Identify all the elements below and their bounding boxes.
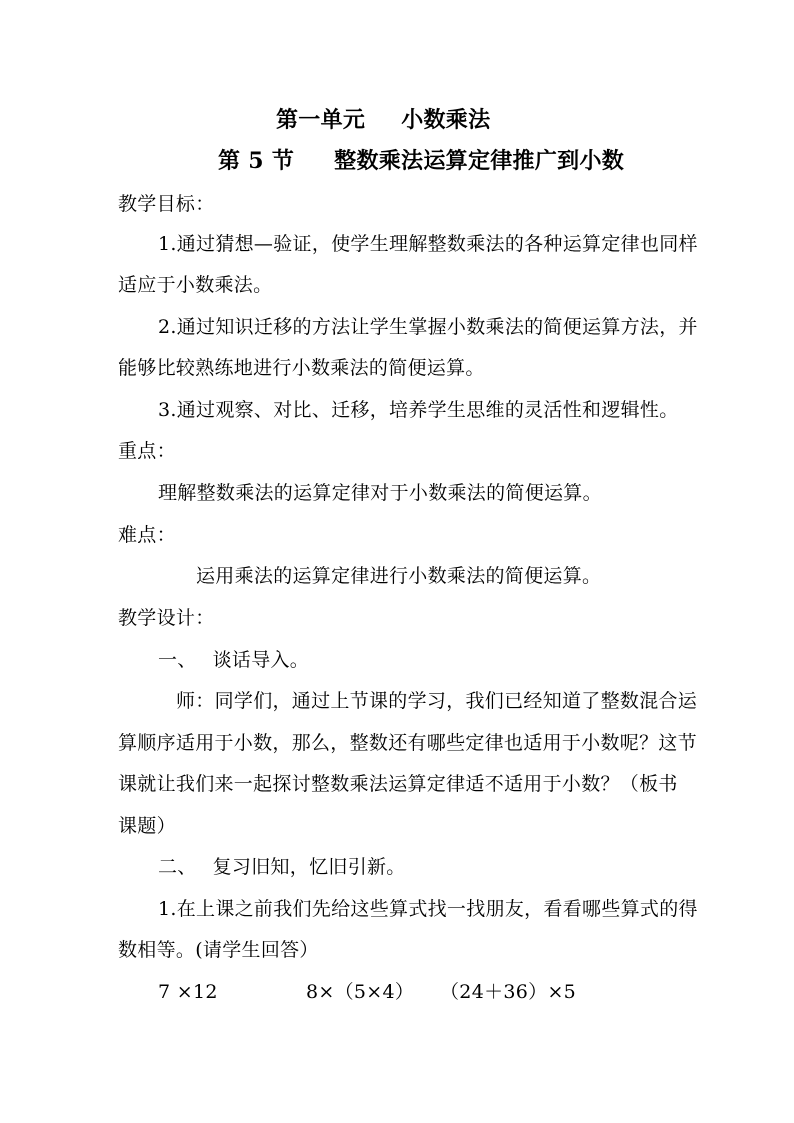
part-2-number: 二、 [158, 856, 197, 878]
part-2-item-1-line-2: 数相等。(请学生回答） [118, 939, 319, 961]
section-title [218, 147, 624, 175]
objectives-heading: 教学目标： [118, 193, 215, 215]
part-1-line-4: 课题） [118, 815, 176, 837]
part-1-title: 谈话导入。 [212, 649, 310, 671]
part-1-line-3: 课就让我们来一起探讨整数乘法运算定律适不适用于小数？（板书 [118, 773, 678, 795]
part-2-heading [158, 855, 406, 879]
section-name: 整数乘法运算定律推广到小数 [334, 148, 625, 174]
objective-2-line-2: 能够比较熟练地进行小数乘法的简便运算。 [118, 357, 485, 379]
part-2-title: 复习旧知，忆旧引新。 [212, 856, 406, 878]
objective-2-line-1: 2.通过知识迁移的方法让学生掌握小数乘法的简便运算方法，并 [158, 316, 698, 338]
formula-3: （24＋36）×5 [440, 981, 577, 1003]
part-1-heading [158, 648, 309, 672]
part-2-item-1-line-1: 1.在上课之前我们先给这些算式找一找朋友，看看哪些算式的得 [158, 898, 698, 920]
formula-2: 8×（5×4） [306, 981, 415, 1003]
formula-row [0, 980, 794, 1004]
key-point-heading: 重点： [118, 440, 176, 462]
key-point-text: 理解整数乘法的运算定律对于小数乘法的简便运算。 [158, 482, 602, 504]
objective-1-line-2: 适应于小数乘法。 [118, 274, 273, 296]
part-1-line-1: 师：同学们，通过上节课的学习，我们已经知道了整数混合运 [176, 690, 698, 712]
part-1-line-2: 算顺序适用于小数，那么，整数还有哪些定律也适用于小数呢？这节 [118, 732, 698, 754]
difficulty-text: 运用乘法的运算定律进行小数乘法的简便运算。 [196, 565, 602, 587]
unit-title [276, 106, 490, 134]
objective-1-line-1: 1.通过猜想—验证，使学生理解整数乘法的各种运算定律也同样 [158, 233, 698, 255]
unit-label: 第一单元 [276, 107, 366, 133]
objective-3: 3.通过观察、对比、迁移，培养学生思维的灵活性和逻辑性。 [158, 399, 679, 421]
section-label: 第 5 节 [218, 148, 295, 174]
unit-name: 小数乘法 [401, 107, 491, 133]
design-heading: 教学设计： [118, 607, 215, 629]
formula-1: 7 ×12 [158, 981, 218, 1003]
difficulty-heading: 难点： [118, 524, 176, 546]
part-1-number: 一、 [158, 649, 197, 671]
